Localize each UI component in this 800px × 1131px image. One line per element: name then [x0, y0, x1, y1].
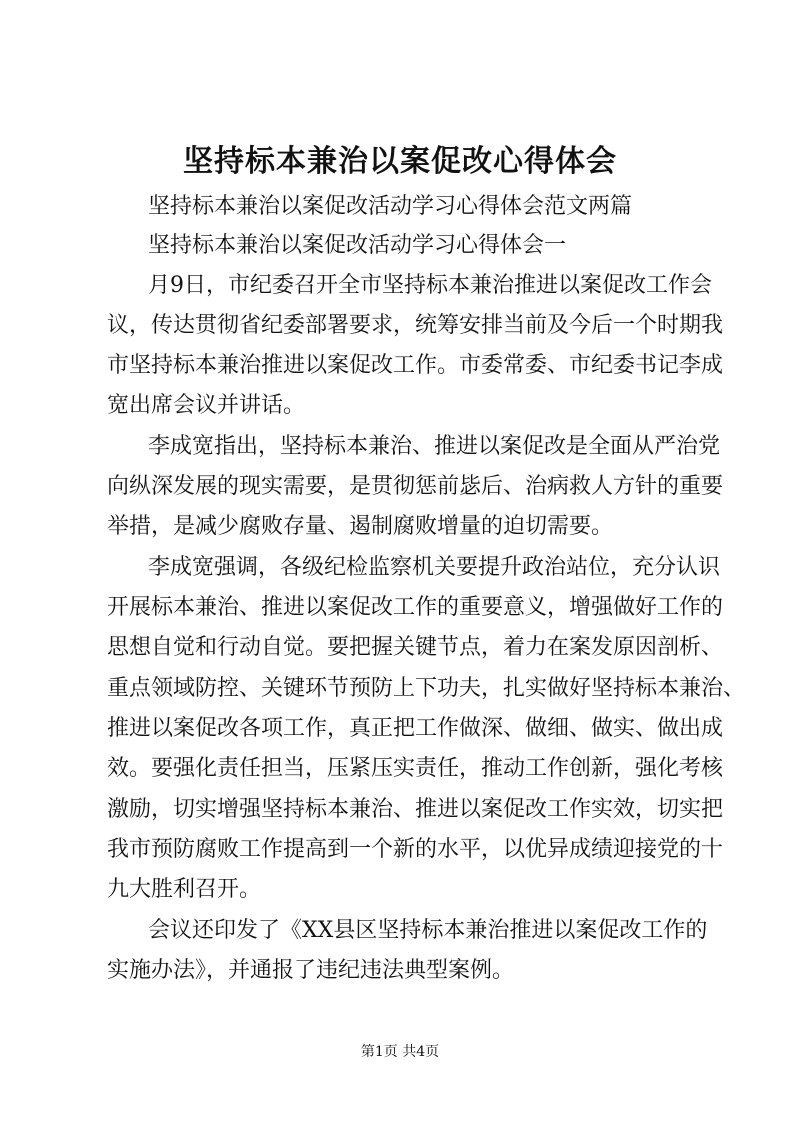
body-text-line: 实施办法》，并通报了违纪违法典型案例。	[107, 958, 515, 983]
body-text-line: 激励，切实增强坚持标本兼治、推进以案促改工作实效，切实把	[107, 797, 724, 822]
body-text-line: 开展标本兼治、推进以案促改工作的重要意义，增强做好工作的	[107, 595, 724, 620]
body-text-line: 向纵深发展的现实需要，是贯彻惩前毖后、治病救人方针的重要	[107, 474, 724, 499]
body-text-line: 月9日，市纪委召开全市坚持标本兼治推进以案促改工作会	[148, 273, 712, 298]
body-text-line: 思想自觉和行动自觉。要把握关键节点，着力在案发原因剖析、	[107, 635, 724, 660]
page-footer: 第1页 共4页	[360, 1044, 440, 1060]
body-text-line: 效。要强化责任担当，压紧压实责任，推动工作创新，强化考核	[107, 756, 724, 781]
subtitle-line: 坚持标本兼治以案促改活动学习心得体会范文两篇	[148, 194, 633, 219]
body-text-line: 市坚持标本兼治推进以案促改工作。市委常委、市纪委书记李成	[107, 353, 724, 378]
body-text-line: 重点领域防控、关键环节预防上下功夫，扎实做好坚持标本兼治、	[107, 676, 746, 701]
body-text-line: 九大胜利召开。	[107, 877, 262, 902]
body-text-line: 会议还印发了《XX县区坚持标本兼治推进以案促改工作的	[148, 918, 708, 943]
body-text-line: 我市预防腐败工作提高到一个新的水平，以优异成绩迎接党的十	[107, 837, 724, 862]
body-text-line: 推进以案促改各项工作，真正把工作做深、做细、做实、做出成	[107, 716, 724, 741]
body-text-line: 李成宽强调，各级纪检监察机关要提升政治站位，充分认识	[148, 555, 721, 580]
body-text-line: 李成宽指出，坚持标本兼治、推进以案促改是全面从严治党	[148, 434, 721, 459]
body-text-line: 宽出席会议并讲话。	[107, 393, 306, 418]
body-text-line: 议，传达贯彻省纪委部署要求，统筹安排当前及今后一个时期我	[107, 313, 724, 338]
document-title: 坚持标本兼治以案促改心得体会	[183, 144, 617, 179]
section-heading: 坚持标本兼治以案促改活动学习心得体会一	[148, 233, 567, 258]
body-text-line: 举措，是减少腐败存量、遏制腐败增量的迫切需要。	[107, 514, 614, 539]
